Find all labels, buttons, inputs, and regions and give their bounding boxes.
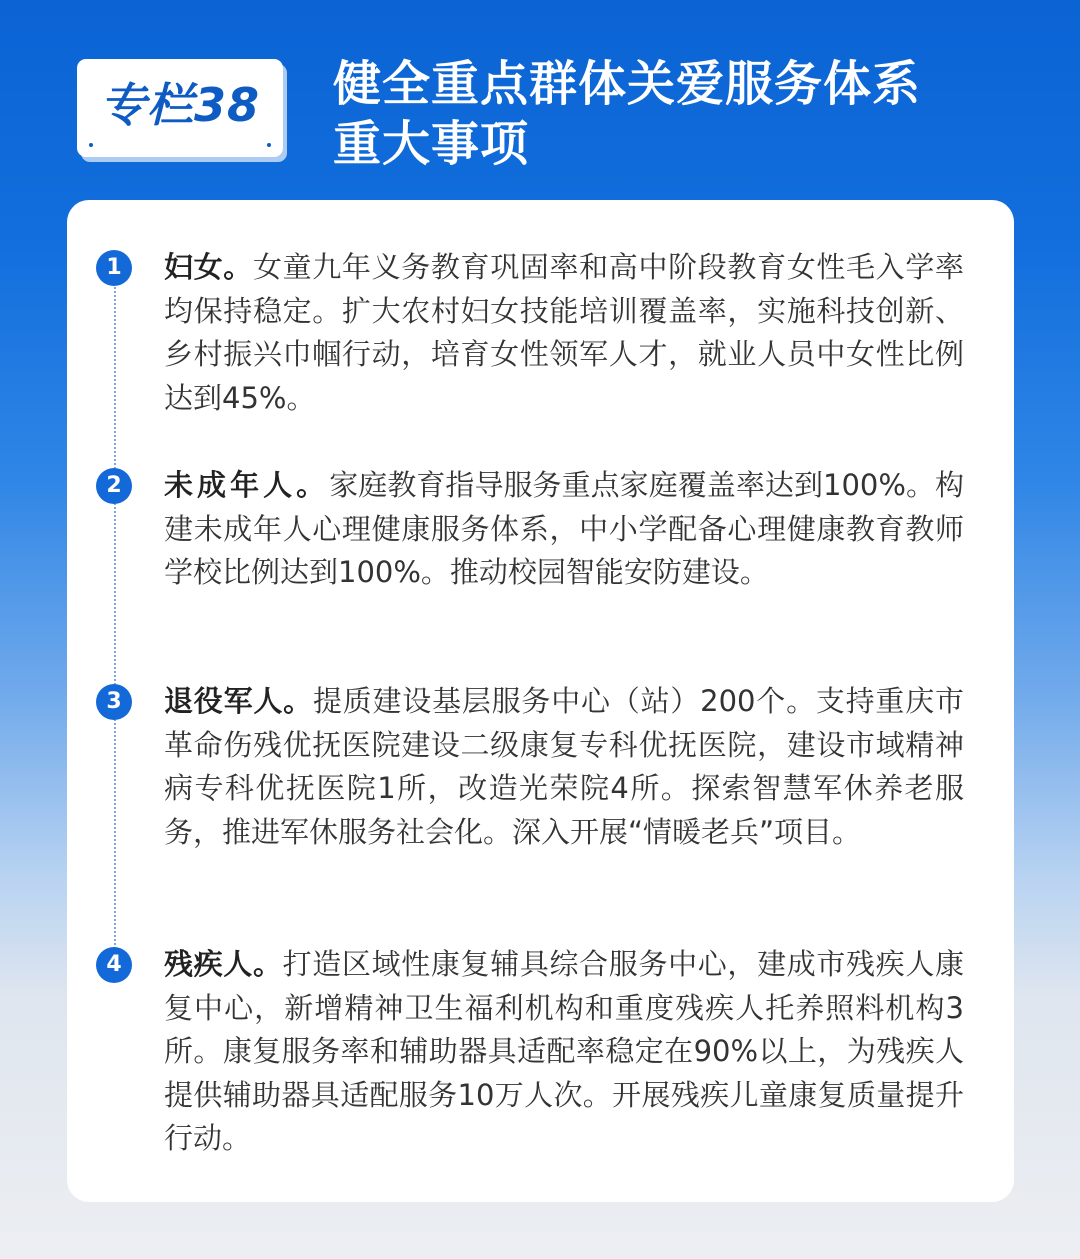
page-title-line-1: 健全重点群体关爱服务体系 bbox=[333, 56, 922, 112]
item-lead: 未成年人。 bbox=[164, 468, 330, 502]
item-body: 家庭教育指导服务重点家庭覆盖率达到100%。构建未成年人心理健康服务体系，中小学配备心理健康教育教师学校比例达到100%。推动校园智能安防建设。 bbox=[164, 468, 964, 589]
item-number-badge: 2 bbox=[96, 468, 132, 504]
column-badge bbox=[77, 59, 283, 157]
item-number-badge: 4 bbox=[96, 947, 132, 983]
badge-dot-right-icon bbox=[267, 143, 271, 147]
item-lead: 退役军人。 bbox=[164, 684, 313, 718]
column-badge-label: 专栏38 bbox=[99, 78, 260, 132]
item-number-badge: 3 bbox=[96, 684, 132, 720]
item-lead: 残疾人。 bbox=[164, 947, 283, 981]
item-lead: 妇女。 bbox=[164, 250, 253, 284]
timeline-dotted-line bbox=[114, 268, 116, 968]
item-body: 打造区域性康复辅具综合服务中心，建成市残疾人康复中心，新增精神卫生福利机构和重度残疾人托养照料机构3所。康复服务率和辅助器具适配率稳定在90%以上，为残疾人提供辅助器具适配服务10万人次。开展残疾儿童康复质量提升行动。 bbox=[164, 947, 964, 1155]
item-text bbox=[164, 246, 964, 420]
item-text bbox=[164, 464, 964, 595]
page-title-line-2: 重大事项 bbox=[333, 116, 530, 172]
item-body: 提质建设基层服务中心（站）200个。支持重庆市革命伤残优抚医院建设二级康复专科优抚医院，建设市域精神病专科优抚医院1所，改造光荣院4所。探索智慧军休养老服务，推进军休服务社会化。深入开展“情暖老兵”项目。 bbox=[164, 684, 964, 849]
item-text bbox=[164, 680, 964, 854]
item-body: 女童九年义务教育巩固率和高中阶段教育女性毛入学率均保持稳定。扩大农村妇女技能培训覆盖率，实施科技创新、乡村振兴巾帼行动，培育女性领军人才，就业人员中女性比例达到45%。 bbox=[164, 250, 964, 415]
content-card bbox=[67, 200, 1014, 1202]
item-number-badge: 1 bbox=[96, 250, 132, 286]
badge-dot-left-icon bbox=[89, 143, 93, 147]
item-text bbox=[164, 943, 964, 1161]
page-title bbox=[333, 54, 1033, 174]
